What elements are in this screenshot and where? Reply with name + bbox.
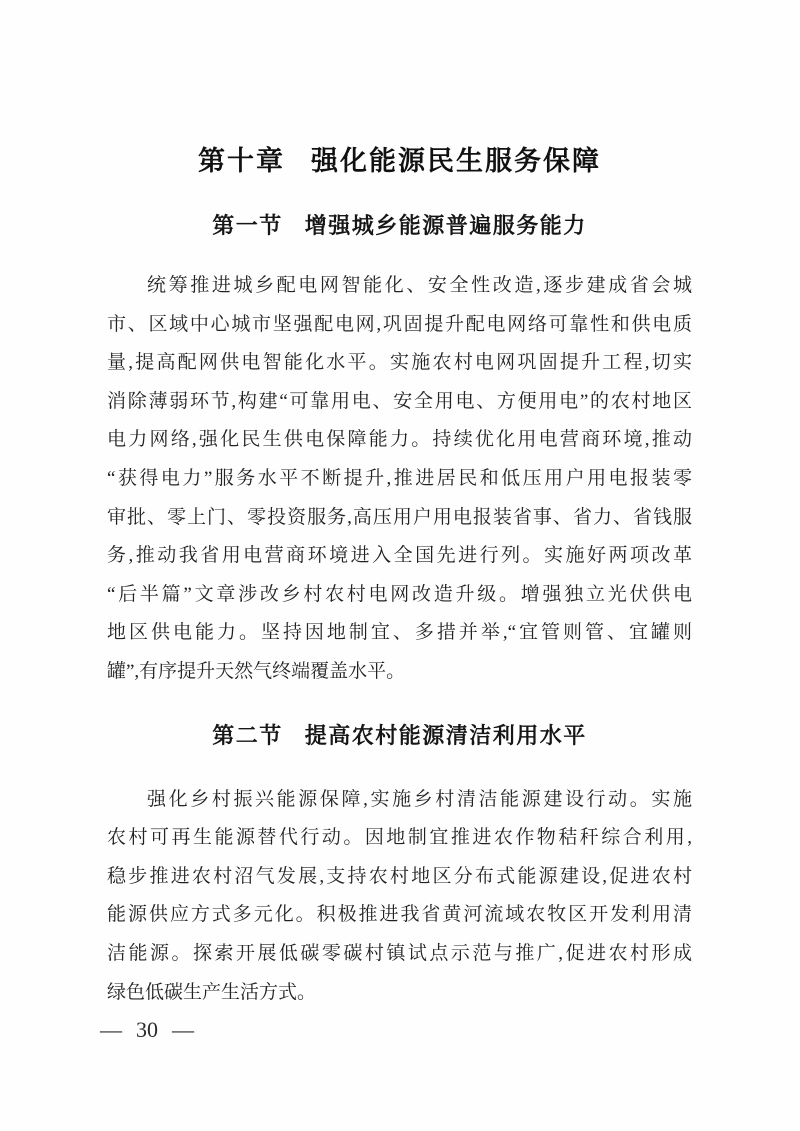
text-line: 电力网络,强化民生供电保障能力。持续优化用电营商环境,推动 [107,429,692,451]
text-line: 稳步推进农村沼气发展,支持农村地区分布式能源建设,促进农村 [107,865,692,887]
paragraph-2 [107,781,692,1013]
paragraph-1 [107,267,692,692]
text-line: 务,推动我省用电营商环境进入全国先进行列。实施好两项改革 [107,545,692,567]
text-line: 强化乡村振兴能源保障,实施乡村清洁能源建设行动。实施 [147,788,692,810]
section-heading-1 [107,211,692,241]
text-line: 农村可再生能源替代行动。因地制宜推进农作物秸秆综合利用, [107,827,692,849]
page-number-value: 30 [136,1017,158,1043]
page-number [100,1017,692,1043]
text-line: 罐”,有序提升天然气终端覆盖水平。 [107,660,406,682]
section-heading-2 [107,721,692,751]
text-line: 能源供应方式多元化。积极推进我省黄河流域农牧区开发利用清 [107,904,692,926]
chapter-title: 强化能源民生服务保障 [311,146,601,176]
page-number-dash-right: — [172,1017,194,1043]
text-line: 审批、零上门、零投资服务,高压用户用电报装省事、省力、省钱服 [107,506,692,528]
chapter-heading [107,144,692,178]
text-line: “获得电力”服务水平不断提升,推进居民和低压用户用电报装零 [107,467,692,489]
text-line: 市、区域中心城市坚强配电网,巩固提升配电网络可靠性和供电质 [107,313,692,335]
text-line: 地区供电能力。坚持因地制宜、多措并举,“宜管则管、宜罐则 [107,622,692,644]
section-2-title: 提高农村能源清洁利用水平 [304,722,587,748]
section-2-number: 第二节 [212,722,283,748]
chapter-number: 第十章 [198,146,285,176]
text-line: 洁能源。探索开展低碳零碳村镇试点示范与推广,促进农村形成 [107,942,692,964]
text-line: 量,提高配网供电智能化水平。实施农村电网巩固提升工程,切实 [107,352,692,374]
text-line: 统筹推进城乡配电网智能化、安全性改造,逐步建成省会城 [147,275,692,296]
section-1-title: 增强城乡能源普遍服务能力 [304,213,587,238]
text-line: “后半篇”文章涉改乡村农村电网改造升级。增强独立光伏供电 [107,583,692,605]
text-line: 绿色低碳生产生活方式。 [107,981,317,1003]
section-1-number: 第一节 [212,213,283,238]
page-number-dash-left: — [100,1017,122,1043]
text-line: 消除薄弱环节,构建“可靠用电、安全用电、方便用电”的农村地区 [107,390,692,412]
